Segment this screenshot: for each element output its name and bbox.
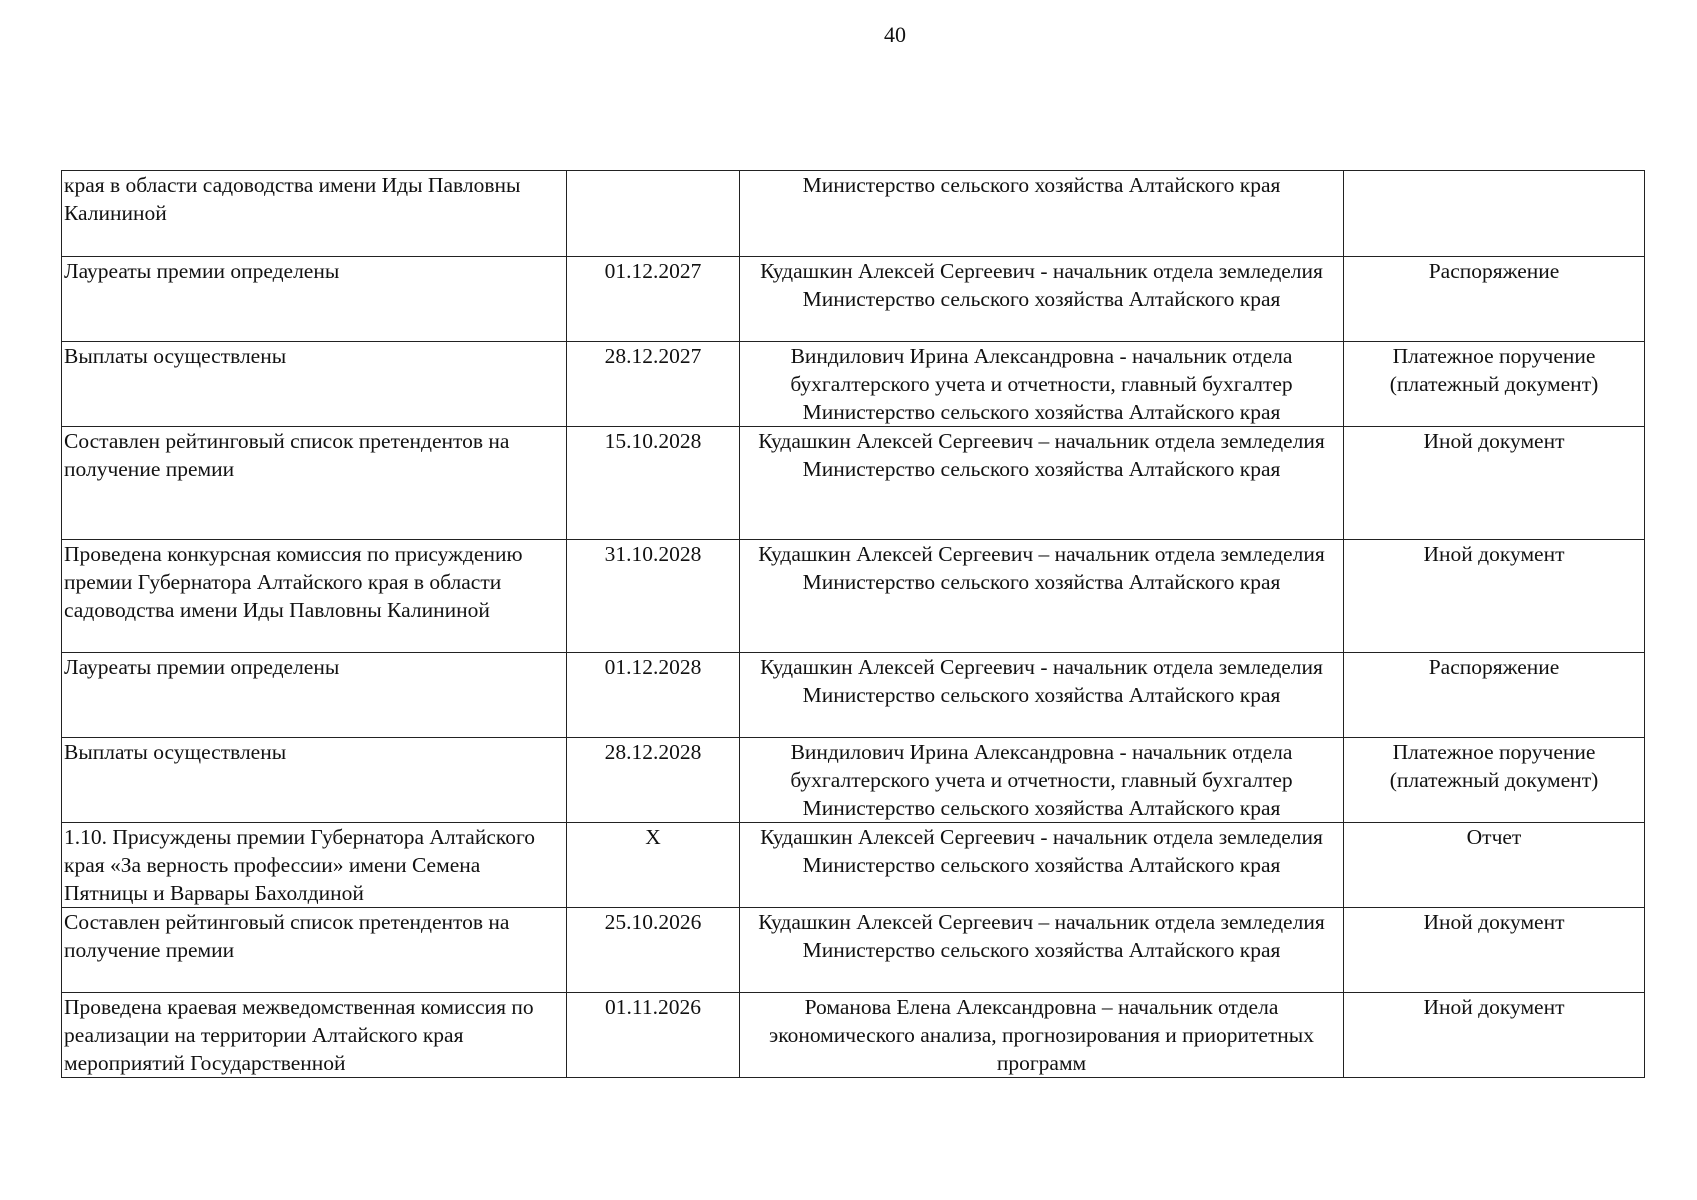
date-cell: 01.11.2026 (567, 993, 740, 1078)
responsible-cell (740, 653, 1344, 738)
ministry-name: Министерство сельского хозяйства Алтайского края (802, 400, 1281, 424)
responsible-cell (740, 171, 1344, 257)
responsible-person: Виндилович Ирина Александровна - начальник отдела бухгалтерского учета и отчетности, главный бухгалтер (790, 740, 1293, 792)
document-type-cell: Иной документ (1344, 993, 1645, 1078)
ministry-name: Министерство сельского хозяйства Алтайского края (802, 853, 1281, 877)
responsible-cell (740, 823, 1344, 908)
ministry-name: Министерство сельского хозяйства Алтайского края (802, 173, 1281, 197)
ministry-name: Министерство сельского хозяйства Алтайского края (802, 287, 1281, 311)
ministry-name: Министерство сельского хозяйства Алтайского края (802, 570, 1281, 594)
responsible-cell (740, 427, 1344, 540)
date-cell: 01.12.2028 (567, 653, 740, 738)
responsible-person: Виндилович Ирина Александровна - начальник отдела бухгалтерского учета и отчетности, главный бухгалтер (790, 344, 1293, 396)
document-type-cell: Платежное поручение (платежный документ) (1344, 738, 1645, 823)
date-cell: 25.10.2026 (567, 908, 740, 993)
table-row (62, 257, 1645, 342)
date-cell: X (567, 823, 740, 908)
document-type-cell: Иной документ (1344, 540, 1645, 653)
event-name-cell: Составлен рейтинговый список претендентов на получение премии (62, 427, 567, 540)
responsible-person: Кудашкин Алексей Сергеевич - начальник отдела земледелия (760, 655, 1323, 679)
date-cell: 28.12.2028 (567, 738, 740, 823)
responsible-person: Кудашкин Алексей Сергеевич - начальник отдела земледелия (760, 825, 1323, 849)
responsible-person: Кудашкин Алексей Сергеевич – начальник отдела земледелия (758, 910, 1325, 934)
responsible-person: Кудашкин Алексей Сергеевич – начальник отдела земледелия (758, 429, 1325, 453)
responsible-cell (740, 342, 1344, 427)
event-name-cell: Выплаты осуществлены (62, 738, 567, 823)
document-type-cell: Распоряжение (1344, 257, 1645, 342)
date-cell: 28.12.2027 (567, 342, 740, 427)
document-type-cell: Платежное поручение (платежный документ) (1344, 342, 1645, 427)
plan-table (61, 170, 1645, 1078)
event-name-cell: Составлен рейтинговый список претендентов на получение премии (62, 908, 567, 993)
event-name-cell: края в области садоводства имени Иды Павловны Калининой (62, 171, 567, 257)
responsible-cell (740, 540, 1344, 653)
ministry-name: Министерство сельского хозяйства Алтайского края (802, 796, 1281, 820)
ministry-name: Министерство сельского хозяйства Алтайского края (802, 683, 1281, 707)
document-type-cell: Иной документ (1344, 427, 1645, 540)
table-row (62, 823, 1645, 908)
responsible-person: Кудашкин Алексей Сергеевич - начальник отдела земледелия (760, 259, 1323, 283)
table-row (62, 342, 1645, 427)
document-type-cell: Отчет (1344, 823, 1645, 908)
ministry-name: Министерство сельского хозяйства Алтайского края (802, 938, 1281, 962)
date-cell: 15.10.2028 (567, 427, 740, 540)
document-type-cell: Иной документ (1344, 908, 1645, 993)
document-type-cell: Распоряжение (1344, 653, 1645, 738)
responsible-person: Кудашкин Алексей Сергеевич – начальник отдела земледелия (758, 542, 1325, 566)
table-row (62, 908, 1645, 993)
responsible-cell (740, 908, 1344, 993)
date-cell (567, 171, 740, 257)
table-row (62, 171, 1645, 257)
date-cell: 01.12.2027 (567, 257, 740, 342)
event-name-cell: Проведена краевая межведомственная комиссия по реализации на территории Алтайского края мероприятий Государственной (62, 993, 567, 1078)
event-name-cell: Проведена конкурсная комиссия по присуждению премии Губернатора Алтайского края в области садоводства имени Иды Павловны Калининой (62, 540, 567, 653)
event-name-cell: Лауреаты премии определены (62, 257, 567, 342)
ministry-name: Министерство сельского хозяйства Алтайского края (802, 457, 1281, 481)
event-name-cell: Выплаты осуществлены (62, 342, 567, 427)
table-row (62, 540, 1645, 653)
document-type-cell (1344, 171, 1645, 257)
responsible-cell (740, 993, 1344, 1078)
table-row (62, 427, 1645, 540)
table-row (62, 738, 1645, 823)
responsible-cell (740, 257, 1344, 342)
plan-table-body (62, 171, 1645, 1078)
event-name-cell: Лауреаты премии определены (62, 653, 567, 738)
date-cell: 31.10.2028 (567, 540, 740, 653)
table-row (62, 993, 1645, 1078)
event-name-cell: 1.10. Присуждены премии Губернатора Алтайского края «За верность профессии» имени Семена Пятницы и Варвары Бахолдиной (62, 823, 567, 908)
page-number: 40 (884, 22, 906, 47)
responsible-person: Романова Елена Александровна – начальник отдела экономического анализа, прогнозирования и приоритетных программ (769, 995, 1314, 1075)
table-row (62, 653, 1645, 738)
responsible-cell (740, 738, 1344, 823)
